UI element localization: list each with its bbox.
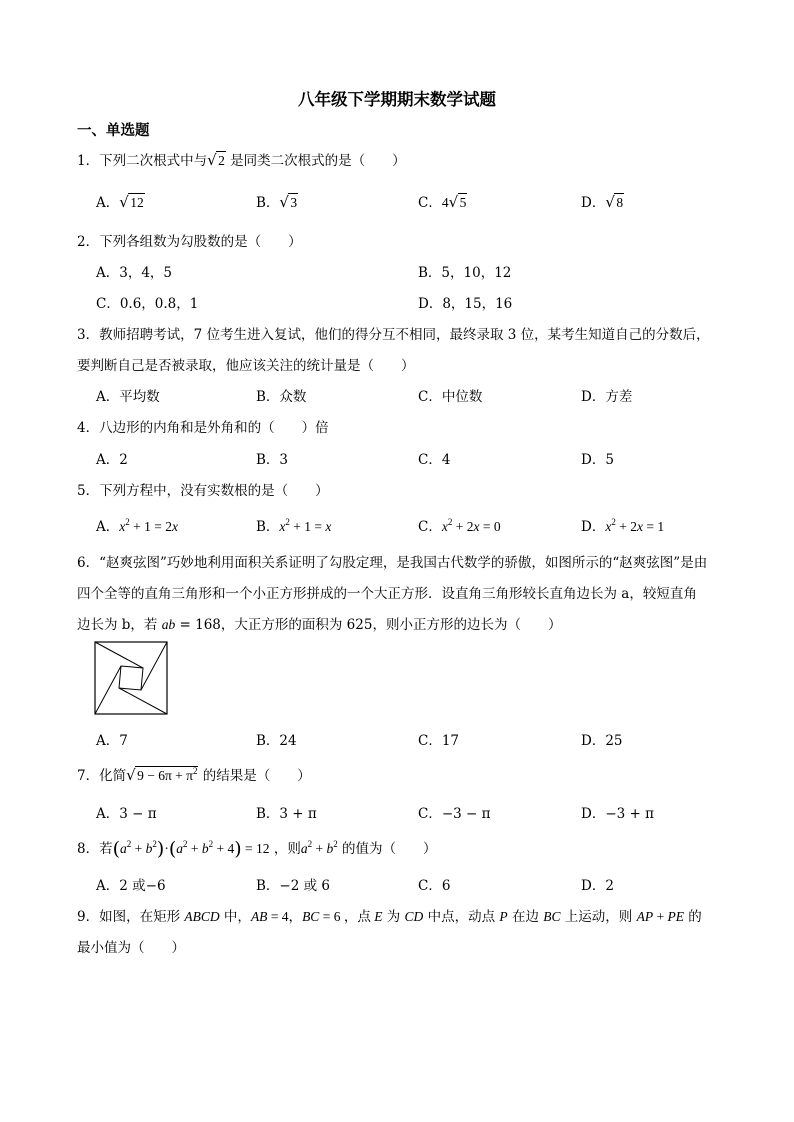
q7-option-c[interactable]: C．−3 − π [418,806,491,822]
q8-option-c[interactable]: C．6 [418,878,451,894]
question-9-line-1: 9．如图，在矩形 ABCD 中，AB = 4，BC = 6 ，点 E 为 CD 中点，动点 P 在边 BC 上运动，则 AP + PE 的 [77,909,702,925]
question-5-stem: 5．下列方程中，没有实数根的是（ ） [77,483,329,499]
question-8-stem: 8．若$(a^2 + b^2)\cdot(a^2 + b^2 + 4) = 12$ ，则$a^2 + b^2$ 的值为（ ） [77,838,437,860]
q3-option-a[interactable]: A．平均数 [96,389,160,405]
q7-option-b[interactable]: B．3 + π [256,806,317,822]
q8-option-b[interactable]: B．−2 或 6 [256,878,330,894]
question-9-line-2: 最小值为（ ） [77,940,185,956]
q5-option-a[interactable]: A．$x^2 + 1 = 2x$ [96,517,178,535]
q2-option-c[interactable]: C．0.6，0.8，1 [96,296,199,312]
q1-option-d[interactable]: D． √ 8 [581,193,624,211]
q4-option-a[interactable]: A．2 [96,452,128,468]
q2-option-d[interactable]: D．8，15，16 [418,296,513,312]
question-3-line-2: 要判断自己是否被录取，他应该关注的统计量是（ ） [77,358,415,374]
q4-option-d[interactable]: D．5 [581,452,614,468]
question-7-stem: 7．化简 √ $9 - 6\pi + \pi^2$ 的结果是（ ） [77,766,311,784]
q6-option-a[interactable]: A．7 [96,733,128,749]
q1-option-b[interactable]: B． √ 3 [256,193,298,211]
question-4-stem: 4．八边形的内角和是外角和的（ ）倍 [77,420,329,436]
q1-option-a[interactable]: A． √ 12 [96,193,144,211]
q4-option-b[interactable]: B．3 [256,452,289,468]
q3-option-d[interactable]: D．方差 [581,389,633,405]
question-6-line-2: 四个全等的直角三角形和一个小正方形拼成的一个大正方形．设直角三角形较长直角边长为 a，较短直角 [77,586,697,602]
q5-option-b[interactable]: B．$x^2 + 1 = x$ [256,517,332,535]
q2-option-b[interactable]: B．5，10，12 [418,265,512,281]
section-heading: 一、单选题 [77,123,150,139]
question-3-line-1: 3．教师招聘考试，7 位考生进入复试，他们的得分互不相同，最终录取 3 位，某考生知道自己的分数后， [77,327,710,343]
q5-option-c[interactable]: C．$x^2 + 2x = 0$ [418,517,501,535]
page-title: 八年级下学期期末数学试题 [298,90,496,109]
question-6-line-3: 边长为 b，若 ab = 168，大正方形的面积为 625，则小正方形的边长为（ ） [77,617,562,633]
q6-option-b[interactable]: B．24 [256,733,297,749]
question-2-stem: 2．下列各组数为勾股数的是（ ） [77,234,302,250]
zhao-shuang-diagram [94,641,170,717]
q3-option-b[interactable]: B．众数 [256,389,307,405]
q6-option-d[interactable]: D．25 [581,733,623,749]
q4-option-c[interactable]: C．4 [418,452,451,468]
q7-option-d[interactable]: D．−3 + π [581,806,654,822]
question-6-line-1: 6．“赵爽弦图”巧妙地利用面积关系证明了勾股定理，是我国古代数学的骄傲，如图所示的“赵爽弦图”是由 [77,555,708,571]
q7-option-a[interactable]: A．3 − π [96,806,157,822]
q6-option-c[interactable]: C．17 [418,733,460,749]
q1-option-c[interactable]: C．4 √ 5 [418,193,467,211]
q2-option-a[interactable]: A．3，4，5 [96,265,173,281]
q5-option-d[interactable]: D．$x^2 + 2x = 1$ [581,517,665,535]
question-1-stem: 1．下列二次根式中与 √ 2 是同类二次根式的是（ ） [77,151,406,169]
q3-option-c[interactable]: C．中位数 [418,389,483,405]
q8-option-d[interactable]: D．2 [581,878,614,894]
sqrt-symbol: √ 2 [207,151,225,169]
q8-option-a[interactable]: A．2 或−6 [96,878,166,894]
